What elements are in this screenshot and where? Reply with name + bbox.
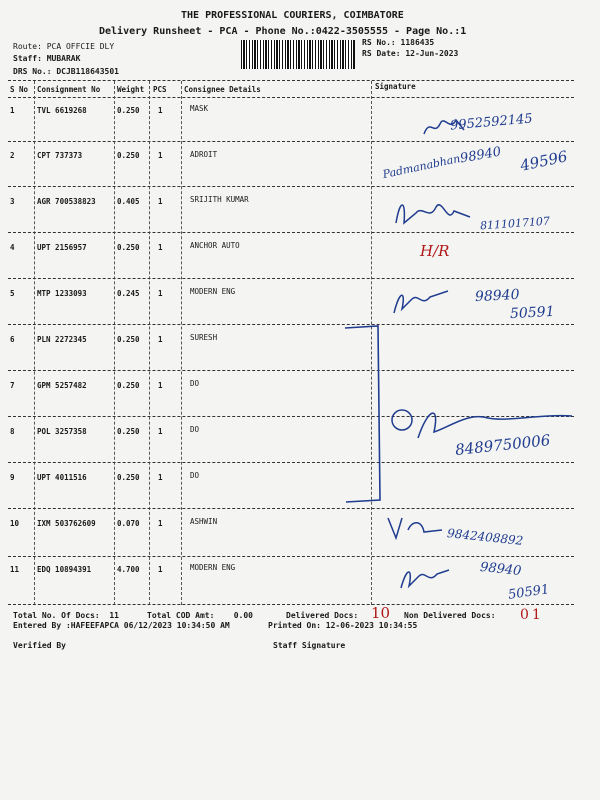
header-bottom-rule xyxy=(8,97,574,98)
row-10-sno: 10 xyxy=(10,519,20,528)
row-5-pcs: 1 xyxy=(158,289,163,298)
row-6-consignee: SURESH xyxy=(190,333,218,342)
total-docs: Total No. Of Docs: 11 xyxy=(13,611,119,620)
col-sno: S No xyxy=(10,85,29,94)
col-signature: Signature xyxy=(375,82,416,91)
row-4-consignee: ANCHOR AUTO xyxy=(190,241,240,250)
row-2-weight: 0.250 xyxy=(117,151,140,160)
col-divider xyxy=(181,81,182,605)
row-8-pcs: 1 xyxy=(158,427,163,436)
handwriting-phone-11a: 98940 xyxy=(479,559,523,580)
staff-signature: Staff Signature xyxy=(273,641,346,650)
row-8-sno: 8 xyxy=(10,427,15,436)
row-9-pcs: 1 xyxy=(158,473,163,482)
row-2-sno: 2 xyxy=(10,151,15,160)
row-rule xyxy=(8,462,574,463)
drs-value: DCJB118643501 xyxy=(56,67,119,76)
row-7-consignment: GPM 5257482 xyxy=(37,381,87,390)
row-rule xyxy=(8,141,574,142)
row-4-pcs: 1 xyxy=(158,243,163,252)
staff-label: Staff: MUBARAK xyxy=(13,54,81,63)
row-8-weight: 0.250 xyxy=(117,427,140,436)
row-9-consignee: DO xyxy=(190,471,200,480)
runsheet-title: Delivery Runsheet - PCA - Phone No.:0422-3505555 - Page No.:1 xyxy=(99,26,467,37)
route-label: Route: PCA OFFCIE DLY xyxy=(13,42,115,51)
rs-date: RS Date: 12-Jun-2023 xyxy=(362,49,459,58)
row-9-sno: 9 xyxy=(10,473,15,482)
row-2-pcs: 1 xyxy=(158,151,163,160)
signature-10-scribble xyxy=(382,508,452,544)
row-3-sno: 3 xyxy=(10,197,15,206)
row-7-weight: 0.250 xyxy=(117,381,140,390)
row-3-consignment: AGR 700538823 xyxy=(37,197,96,206)
row-6-weight: 0.250 xyxy=(117,335,140,344)
handwriting-phone-10: 9842408892 xyxy=(446,526,524,548)
row-11-pcs: 1 xyxy=(158,565,163,574)
delivered-docs-label: Delivered Docs: xyxy=(286,611,359,620)
row-3-consignee: SRIJITH KUMAR xyxy=(190,195,249,204)
row-6-pcs: 1 xyxy=(158,335,163,344)
row-3-pcs: 1 xyxy=(158,197,163,206)
row-1-consignee: MASK xyxy=(190,104,209,113)
drs-number xyxy=(13,67,119,76)
handwriting-hr-note: H/R xyxy=(420,242,450,260)
col-weight: Weight xyxy=(117,85,145,94)
col-consignee: Consignee Details xyxy=(184,85,261,94)
row-rule xyxy=(8,604,574,605)
row-11-weight: 4.700 xyxy=(117,565,140,574)
col-divider xyxy=(149,81,150,605)
row-6-consignment: PLN 2272345 xyxy=(37,335,87,344)
entered-by: Entered By :HAFEEFAPCA 06/12/2023 10:34:50 AM xyxy=(13,621,230,630)
row-6-sno: 6 xyxy=(10,335,15,344)
handwriting-phone-3: 8111017107 xyxy=(479,214,551,233)
row-4-weight: 0.250 xyxy=(117,243,140,252)
handwriting-phone-2b: 49596 xyxy=(518,147,570,175)
non-delivered-docs-count: 01 xyxy=(520,607,544,623)
row-8-consignee: DO xyxy=(190,425,200,434)
row-10-pcs: 1 xyxy=(158,519,163,528)
row-9-consignment: UPT 4011516 xyxy=(37,473,87,482)
row-10-consignee: ASHWIN xyxy=(190,517,218,526)
delivered-docs-count: 10 xyxy=(371,604,391,622)
signature-11-scribble xyxy=(395,560,455,594)
printed-on: Printed On: 12-06-2023 10:34:55 xyxy=(268,621,418,630)
handwriting-phone-1: 9952592145 xyxy=(449,111,534,134)
total-cod: Total COD Amt: 0.00 xyxy=(147,611,253,620)
row-10-consignment: IXM 503762609 xyxy=(37,519,96,528)
row-2-consignee: ADROIT xyxy=(190,150,218,159)
row-7-consignee: DO xyxy=(190,379,200,388)
row-10-weight: 0.070 xyxy=(117,519,140,528)
row-rule xyxy=(8,508,574,509)
row-4-consignment: UPT 2156957 xyxy=(37,243,87,252)
row-1-consignment: TVL 6619268 xyxy=(37,106,87,115)
row-9-weight: 0.250 xyxy=(117,473,140,482)
handwriting-phone-5a: 98940 xyxy=(474,286,520,306)
row-rule xyxy=(8,324,574,325)
row-1-pcs: 1 xyxy=(158,106,163,115)
row-8-consignment: POL 3257358 xyxy=(37,427,87,436)
row-5-consignee: MODERN ENG xyxy=(190,287,236,296)
rs-number: RS No.: 1186435 xyxy=(362,38,435,47)
col-divider xyxy=(114,81,115,605)
col-divider xyxy=(34,81,35,605)
row-2-consignment: CPT 737373 xyxy=(37,151,83,160)
row-5-weight: 0.245 xyxy=(117,289,140,298)
row-7-pcs: 1 xyxy=(158,381,163,390)
handwriting-phone-11b: 50591 xyxy=(507,582,551,603)
col-pcs: PCS xyxy=(153,85,167,94)
header-top-rule xyxy=(8,80,574,81)
company-name: THE PROFESSIONAL COURIERS, COIMBATORE xyxy=(181,10,404,21)
signature-5-scribble xyxy=(388,283,468,319)
handwriting-phone-8: 8489750006 xyxy=(454,431,552,459)
row-11-consignment: EDQ 10894391 xyxy=(37,565,92,574)
row-4-sno: 4 xyxy=(10,243,15,252)
col-consignment: Consignment No xyxy=(37,85,101,94)
handwriting-phone-2a: 98940 xyxy=(459,144,503,167)
row-rule xyxy=(8,370,574,371)
row-1-sno: 1 xyxy=(10,106,15,115)
signature-3-scribble xyxy=(390,195,480,231)
handwriting-phone-5b: 50591 xyxy=(509,303,555,323)
verified-by: Verified By xyxy=(13,641,66,650)
barcode xyxy=(241,40,355,69)
drs-label: DRS No.: xyxy=(13,67,52,76)
row-1-weight: 0.250 xyxy=(117,106,140,115)
row-11-consignee: MODERN ENG xyxy=(190,563,236,572)
row-5-sno: 5 xyxy=(10,289,15,298)
bracket-mark xyxy=(340,320,390,510)
row-rule xyxy=(8,186,574,187)
row-rule xyxy=(8,232,574,233)
handwriting-name-2: Padmanabhan xyxy=(381,151,462,182)
row-3-weight: 0.405 xyxy=(117,197,140,206)
row-rule xyxy=(8,556,574,557)
row-rule xyxy=(8,278,574,279)
non-delivered-docs-label: Non Delivered Docs: xyxy=(404,611,496,620)
row-7-sno: 7 xyxy=(10,381,15,390)
row-5-consignment: MTP 1233093 xyxy=(37,289,87,298)
row-11-sno: 11 xyxy=(10,565,20,574)
